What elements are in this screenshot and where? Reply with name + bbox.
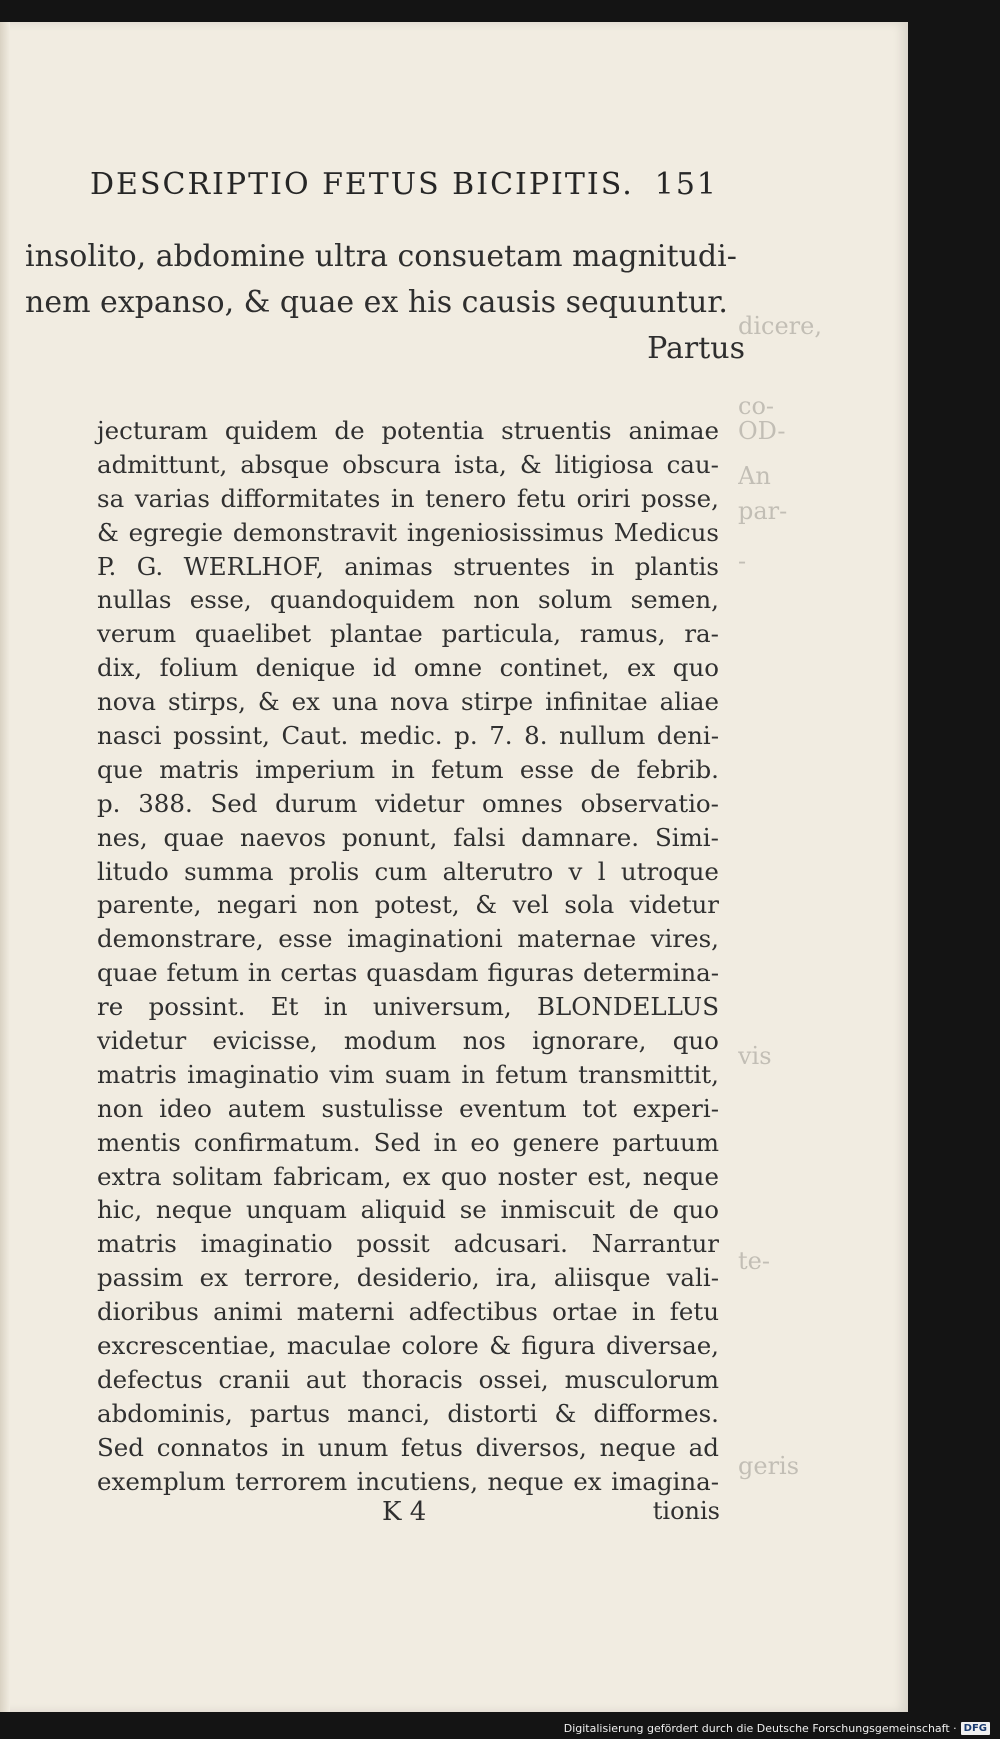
word: animi — [213, 1297, 283, 1327]
word: potest, — [374, 890, 460, 920]
word: ortae — [552, 1297, 618, 1327]
word: de — [628, 1195, 659, 1225]
book-page — [0, 22, 908, 1712]
word: semen, — [630, 585, 719, 615]
dfg-logo: DFG — [961, 1722, 990, 1735]
word: hic, — [97, 1195, 143, 1225]
text-line — [97, 516, 719, 550]
page-footer — [90, 1497, 720, 1537]
page-spine-shadow — [0, 22, 10, 1712]
word: folium — [159, 653, 239, 683]
word: se — [459, 1195, 487, 1225]
word: quandoquidem — [270, 585, 456, 615]
word: l — [597, 856, 606, 886]
word: in — [433, 1127, 458, 1157]
word: musculorum — [564, 1364, 719, 1394]
word: nos — [462, 1026, 506, 1056]
word: esse — [278, 924, 333, 954]
word: struentes — [453, 551, 571, 581]
word: solitam — [172, 1161, 263, 1191]
word: universum, — [372, 992, 512, 1022]
catchword: tionis — [652, 1497, 720, 1525]
word: cranii — [218, 1364, 291, 1394]
word: infinitae — [545, 687, 648, 717]
word: incutiens, — [356, 1466, 479, 1496]
word: esse — [519, 754, 574, 784]
word: Sed — [97, 1432, 144, 1462]
word: summa — [184, 856, 274, 886]
word: cum — [374, 856, 428, 886]
text-line — [97, 1227, 719, 1261]
text-line — [97, 550, 719, 584]
word: tenero — [425, 483, 507, 513]
word: fetum — [495, 1059, 568, 1089]
word: non — [97, 1093, 144, 1123]
digitization-credit — [564, 1722, 990, 1735]
word: adfectibus — [408, 1297, 538, 1327]
word: nova — [390, 687, 450, 717]
word: eventum — [459, 1093, 567, 1123]
word: excrescentiae, — [97, 1331, 277, 1361]
word: figura — [521, 1331, 596, 1361]
word: absque — [240, 449, 330, 479]
word: G. — [136, 551, 164, 581]
word: & — [489, 1331, 511, 1361]
word: negari — [217, 890, 298, 920]
word: plantis — [634, 551, 719, 581]
word: vim — [329, 1059, 375, 1089]
word: solum — [538, 585, 613, 615]
word: struentis — [501, 416, 612, 445]
word: posse, — [641, 483, 719, 513]
word: neque — [487, 1466, 564, 1496]
word: nullum — [559, 721, 646, 751]
word: in — [461, 1059, 486, 1089]
word: autem — [227, 1093, 306, 1123]
running-header — [90, 167, 718, 202]
text-line — [97, 1193, 719, 1227]
word: imaginationi — [347, 924, 503, 954]
word: maternae — [517, 924, 637, 954]
word: nasci — [97, 721, 162, 751]
word: unquam — [245, 1195, 347, 1225]
word: ex — [291, 687, 320, 717]
word: noster — [497, 1161, 577, 1191]
word: desiderio, — [356, 1263, 480, 1293]
word: P. — [97, 551, 117, 581]
word: BLONDELLUS — [537, 992, 719, 1022]
word: fetu — [669, 1297, 719, 1327]
word: egregie — [128, 517, 224, 547]
word: & — [475, 890, 498, 920]
word: confirmatum. — [193, 1127, 361, 1157]
word: nullas — [97, 585, 172, 615]
word: obscura — [342, 449, 442, 479]
word: matris — [159, 754, 240, 784]
word: naevos — [240, 822, 327, 852]
word: fetu — [516, 483, 567, 513]
word: difformitates — [220, 483, 381, 513]
ghost-word: - — [738, 547, 747, 575]
word: vali- — [666, 1263, 719, 1293]
word: materni — [296, 1297, 395, 1327]
ghost-word: geris — [738, 1452, 800, 1480]
word: figuras — [487, 958, 575, 988]
slip-line: nem expanso, & quae ex his causis sequuntur. — [25, 285, 728, 320]
overlaid-slip-text — [25, 234, 745, 372]
ghost-word: par- — [738, 497, 788, 525]
word: quo — [672, 1026, 719, 1056]
slip-catchword: Partus — [647, 331, 745, 366]
word: continet, — [499, 653, 610, 683]
word: experi- — [632, 1093, 719, 1123]
word: stirpe — [461, 687, 534, 717]
word: quae — [97, 958, 158, 988]
word: que — [97, 754, 143, 784]
word: fetum — [166, 958, 239, 988]
word: particula, — [441, 619, 562, 649]
word: in — [391, 754, 415, 784]
word: possint, — [173, 721, 270, 751]
word: inmiscuit — [500, 1195, 615, 1225]
ghost-word: An — [738, 462, 771, 490]
word: omnes — [482, 788, 563, 818]
word: ingeniosissimus — [406, 517, 604, 547]
word: deni- — [656, 721, 719, 751]
word: observatio- — [580, 788, 719, 818]
word: in — [390, 483, 415, 513]
word: de — [334, 416, 365, 445]
word: aliisque — [553, 1263, 651, 1293]
text-line — [97, 1160, 719, 1194]
word: vel — [512, 890, 549, 920]
text-line — [97, 1329, 719, 1363]
word: febrib. — [636, 754, 719, 784]
text-line — [97, 787, 719, 821]
text-line — [97, 990, 719, 1024]
text-line — [97, 753, 719, 787]
word: fabricam, — [273, 1161, 392, 1191]
word: sustulisse — [321, 1093, 444, 1123]
word: WERLHOF, — [183, 551, 324, 581]
word: non — [312, 890, 360, 920]
word: quasdam — [366, 958, 479, 988]
word: una — [331, 687, 379, 717]
word: verum — [97, 619, 177, 649]
word: distorti — [447, 1398, 538, 1428]
word: de — [590, 754, 621, 784]
word: litudo — [97, 856, 169, 886]
word: eo — [470, 1127, 500, 1157]
word: vires, — [650, 924, 719, 954]
word: p. — [97, 788, 121, 818]
word: mentis — [97, 1127, 181, 1157]
slip-line: insolito, abdomine ultra consuetam magnitudi- — [25, 239, 737, 274]
text-line — [97, 482, 719, 516]
word: Et — [270, 992, 299, 1022]
credit-text: Digitalisierung gefördert durch die Deutsche Forschungsgemeinschaft · — [563, 1722, 957, 1735]
word: ramus, — [579, 619, 666, 649]
signature-mark: K 4 — [382, 1497, 427, 1527]
word: v — [568, 856, 583, 886]
word: adcusari. — [453, 1229, 568, 1259]
word: prolis — [288, 856, 360, 886]
text-line — [97, 651, 719, 685]
word: Narrantur — [591, 1229, 719, 1259]
word: possit — [356, 1229, 430, 1259]
body-text — [97, 414, 719, 1499]
word: 7. — [489, 721, 513, 751]
word: transmittit, — [578, 1059, 719, 1089]
word: determina- — [583, 958, 719, 988]
word: tot — [582, 1093, 617, 1123]
word: in — [631, 1297, 656, 1327]
word: litigiosa — [554, 449, 654, 479]
word: potentia — [381, 416, 485, 445]
word: quae — [163, 822, 225, 852]
word: ista, — [454, 449, 507, 479]
word: evicisse, — [212, 1026, 318, 1056]
text-line — [97, 855, 719, 889]
word: imperium — [255, 754, 376, 784]
word: esse, — [189, 585, 252, 615]
word: aliquid — [360, 1195, 446, 1225]
word: extra — [97, 1161, 162, 1191]
word: neque — [155, 1195, 233, 1225]
word: stirps, — [167, 687, 246, 717]
word: unum — [317, 1432, 389, 1462]
word: suam — [384, 1059, 452, 1089]
word: medic. — [359, 721, 443, 751]
word: imagina- — [611, 1466, 719, 1496]
word: manci, — [347, 1398, 431, 1428]
word: in — [323, 992, 348, 1022]
word: matris — [97, 1229, 177, 1259]
text-line — [97, 414, 719, 448]
word: cau- — [666, 449, 719, 479]
word: terrorem — [235, 1466, 348, 1496]
word: id — [372, 653, 397, 683]
word: terrore, — [244, 1263, 341, 1293]
word: ra- — [684, 619, 719, 649]
running-title: DESCRIPTIO FETUS BICIPITIS. — [90, 167, 634, 202]
word: damnare. — [521, 822, 640, 852]
word: Caut. — [281, 721, 349, 751]
word: abdominis, — [97, 1398, 233, 1428]
word: 388. — [138, 788, 193, 818]
word: utroque — [620, 856, 719, 886]
word: imaginatio — [200, 1229, 333, 1259]
word: est, — [587, 1161, 633, 1191]
word: oriri — [576, 483, 631, 513]
word: dioribus — [97, 1297, 199, 1327]
word: certas — [280, 958, 358, 988]
page-number: 151 — [654, 167, 718, 202]
text-line — [97, 448, 719, 482]
word: diversos, — [475, 1432, 587, 1462]
text-line — [97, 1431, 719, 1465]
word: aut — [305, 1364, 347, 1394]
text-line — [97, 888, 719, 922]
word: Simi- — [654, 822, 719, 852]
word: in — [281, 1432, 305, 1462]
word: p. — [454, 721, 478, 751]
text-line — [97, 1126, 719, 1160]
word: maculae — [286, 1331, 392, 1361]
ghost-word: OD- — [738, 417, 786, 445]
text-line — [97, 1465, 719, 1499]
word: non — [473, 585, 520, 615]
word: parente, — [97, 890, 202, 920]
word: animas — [344, 551, 433, 581]
text-line — [97, 719, 719, 753]
word: quidem — [224, 416, 318, 445]
text-line — [97, 1397, 719, 1431]
text-line — [97, 1295, 719, 1329]
word: ex — [626, 653, 656, 683]
word: & — [554, 1398, 577, 1428]
ghost-word: dicere, — [738, 312, 822, 340]
ghost-word: te- — [738, 1247, 770, 1275]
word: partus — [249, 1398, 331, 1428]
word: nes, — [97, 822, 148, 852]
ghost-word: vis — [738, 1042, 772, 1070]
word: denique — [255, 653, 356, 683]
word: alterutro — [442, 856, 554, 886]
word: ira, — [495, 1263, 538, 1293]
word: diversae, — [605, 1331, 719, 1361]
word: neque — [642, 1161, 719, 1191]
word: durum — [275, 788, 358, 818]
word: in — [247, 958, 272, 988]
word: videtur — [629, 890, 719, 920]
word: & — [519, 449, 542, 479]
word: falsi — [453, 822, 506, 852]
word: matris — [97, 1059, 177, 1089]
word: ad — [688, 1432, 719, 1462]
word: genere — [512, 1127, 600, 1157]
word: plantae — [329, 619, 423, 649]
word: Medicus — [613, 517, 719, 547]
word: connatos — [156, 1432, 269, 1462]
word: difformes. — [593, 1398, 719, 1428]
word: Sed — [210, 788, 258, 818]
word: ex — [573, 1466, 602, 1496]
text-line — [97, 617, 719, 651]
word: re — [97, 992, 124, 1022]
word: possint. — [148, 992, 246, 1022]
text-line — [97, 1363, 719, 1397]
word: admittunt, — [97, 449, 228, 479]
word: passim — [97, 1263, 184, 1293]
word: neque — [599, 1432, 676, 1462]
word: videtur — [97, 1026, 187, 1056]
word: colore — [401, 1331, 479, 1361]
word: sola — [564, 890, 615, 920]
word: videtur — [375, 788, 465, 818]
text-line — [97, 1092, 719, 1126]
text-line — [97, 1261, 719, 1295]
word: quo — [672, 653, 719, 683]
word: jecturam — [97, 416, 208, 445]
word: dix, — [97, 653, 143, 683]
word: thoracis — [361, 1364, 463, 1394]
text-line — [97, 922, 719, 956]
word: imaginatio — [187, 1059, 320, 1089]
word: sa — [97, 483, 125, 513]
word: aliae — [659, 687, 719, 717]
word: ignorare, — [532, 1026, 647, 1056]
word: 8. — [524, 721, 548, 751]
word: animae — [628, 416, 719, 445]
word: & — [257, 687, 280, 717]
word: defectus — [97, 1364, 203, 1394]
text-line — [97, 1024, 719, 1058]
word: varias — [134, 483, 210, 513]
word: partuum — [612, 1127, 719, 1157]
word: modum — [343, 1026, 437, 1056]
word: nova — [97, 687, 156, 717]
word: ex — [199, 1263, 228, 1293]
word: demonstrare, — [97, 924, 264, 954]
ghost-word: co- — [738, 392, 774, 420]
word: omne — [413, 653, 483, 683]
word: ponunt, — [342, 822, 438, 852]
word: quo — [672, 1195, 719, 1225]
word: fetum — [431, 754, 504, 784]
word: Sed — [373, 1127, 421, 1157]
word: ex — [402, 1161, 431, 1191]
text-line — [97, 821, 719, 855]
word: exemplum — [97, 1466, 226, 1496]
text-line — [97, 956, 719, 990]
word: ideo — [159, 1093, 212, 1123]
text-line — [97, 1058, 719, 1092]
word: & — [97, 517, 119, 547]
text-line — [97, 583, 719, 617]
word: quaelibet — [194, 619, 312, 649]
word: quo — [440, 1161, 488, 1191]
word: demonstravit — [232, 517, 398, 547]
word: fetus — [401, 1432, 463, 1462]
word: in — [590, 551, 615, 581]
word: ossei, — [478, 1364, 549, 1394]
text-line — [97, 685, 719, 719]
